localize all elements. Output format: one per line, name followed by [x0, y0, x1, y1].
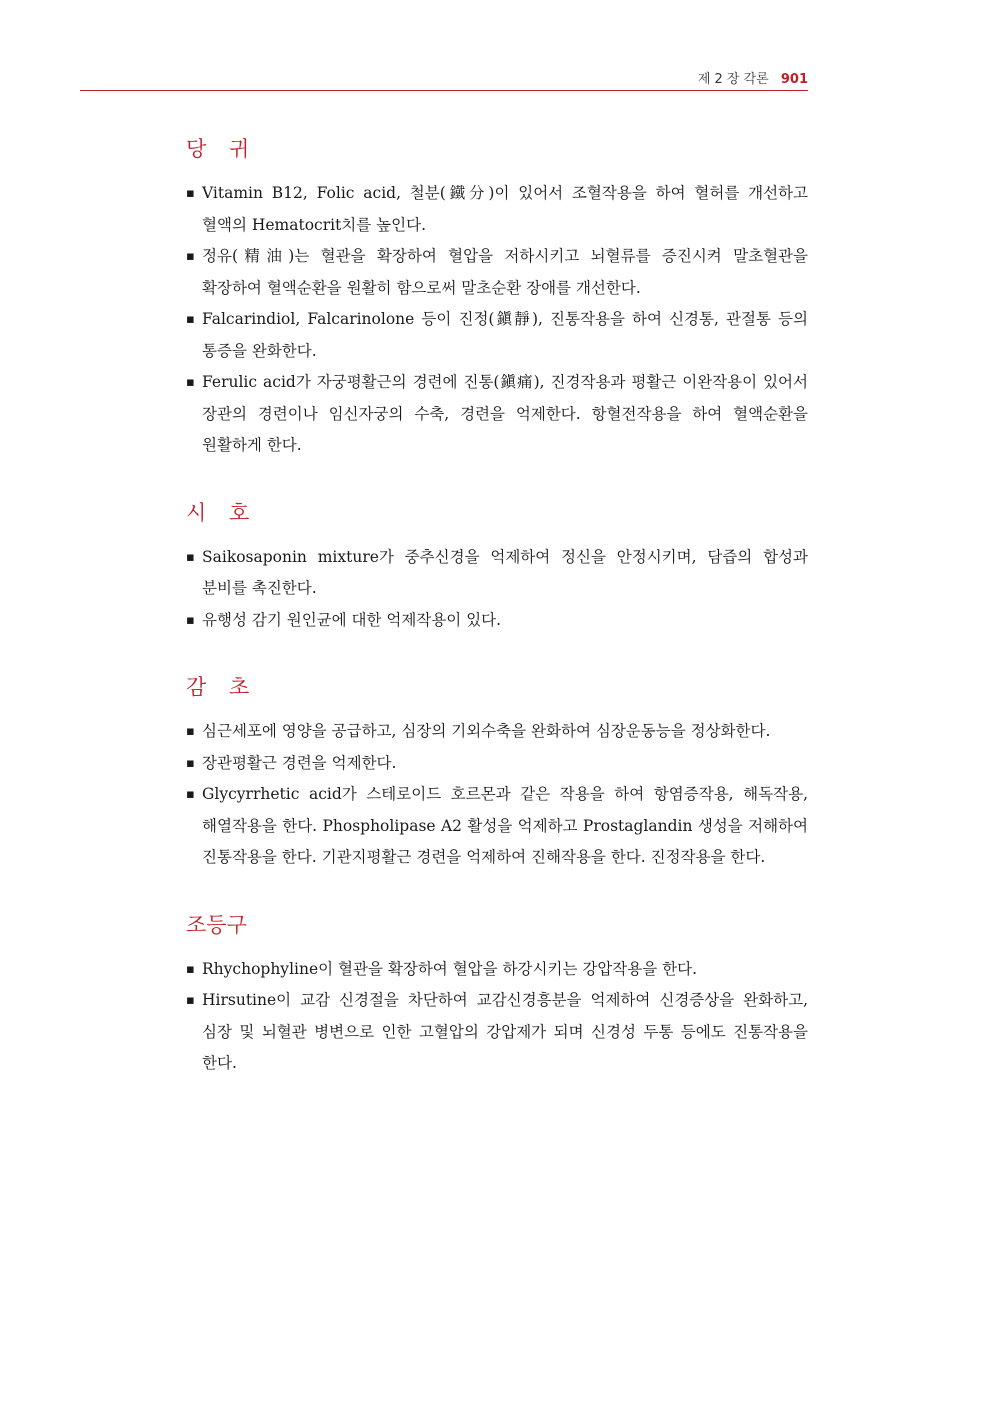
list-item [186, 542, 808, 605]
item-text: Vitamin B12, Folic acid, 철분(鐵分)이 있어서 조혈작용을 하여 혈허를 개선하고 혈액의 Hematocrit치를 높인다. [202, 184, 808, 234]
section-jodeunggu [186, 908, 808, 1080]
section-gamcho [186, 670, 808, 874]
item-text: Ferulic acid가 자궁평활근의 경련에 진통(鎭痛), 진경작용과 평활근 이완작용이 있어서 장관의 경련이나 임신자궁의 수축, 경련을 억제한다. 항혈전작용을 하여 혈액순환을 원활하게 한다. [202, 373, 808, 454]
page-header [80, 64, 808, 91]
item-text: Glycyrrhetic acid가 스테로이드 호르몬과 같은 작용을 하여 항염증작용, 해독작용, 해열작용을 한다. Phospholipase A2 활성을 억제하고 Prostaglandin 생성을 저해하여 진통작용을 한다. 기관지평활근 경련을 억제하여 진해작용을 한다. 진정작용을 한다. [202, 785, 808, 866]
list-item [186, 954, 808, 986]
bullet-icon: ▪ [186, 724, 195, 739]
chapter-label: 제 2 장 각론 [697, 72, 769, 87]
bullet-icon: ▪ [186, 249, 195, 264]
section-title: 당 귀 [186, 137, 258, 161]
item-text: Hirsutine이 교감 신경절을 차단하여 교감신경흥분을 억제하여 신경증상을 완화하고, 심장 및 뇌혈관 병변으로 인한 고혈압의 강압제가 되며 신경성 두통 등에도 진통작용을 한다. [202, 991, 808, 1072]
list-item [186, 716, 808, 748]
bullet-icon: ▪ [186, 549, 195, 565]
list-item [186, 241, 808, 304]
section-danggwi [186, 132, 808, 462]
section-title: 감 초 [186, 675, 258, 699]
running-header [698, 68, 808, 87]
list-item [186, 748, 808, 780]
bullet-icon: ▪ [186, 755, 195, 771]
item-list [186, 542, 808, 637]
bullet-icon: ▪ [186, 787, 195, 802]
bullet-icon: ▪ [186, 186, 195, 201]
item-text: 심근세포에 영양을 공급하고, 심장의 기외수축을 완화하여 심장운동능을 정상화한다. [202, 722, 771, 740]
section-title: 조등구 [186, 912, 247, 937]
bullet-icon: ▪ [186, 961, 195, 977]
bullet-icon: ▪ [186, 993, 195, 1008]
item-text: Saikosaponin mixture가 중추신경을 억제하여 정신을 안정시키며, 담즙의 합성과 분비를 촉진한다. [202, 547, 808, 597]
list-item [186, 605, 808, 637]
page-number: 901 [780, 72, 808, 87]
item-list [186, 178, 808, 462]
bullet-icon: ▪ [186, 312, 195, 327]
item-text: 장관평활근 경련을 억제한다. [202, 753, 397, 772]
item-list [186, 716, 808, 874]
list-item [186, 779, 808, 874]
item-list [186, 954, 808, 1080]
item-text: 유행성 감기 원인균에 대한 억제작용이 있다. [202, 610, 502, 629]
section-title: 시 호 [186, 500, 258, 525]
list-item [186, 985, 808, 1080]
item-text: Rhychophyline이 혈관을 확장하여 혈압을 하강시키는 강압작용을 한다. [202, 959, 698, 978]
item-text: Falcarindiol, Falcarinolone 등이 진정(鎭靜), 진통작용을 하여 신경통, 관절통 등의 통증을 완화한다. [202, 310, 808, 360]
section-siho [186, 496, 808, 637]
bullet-icon: ▪ [186, 375, 195, 390]
list-item [186, 178, 808, 241]
bullet-icon: ▪ [186, 612, 195, 628]
page-body [186, 132, 808, 1114]
list-item [186, 304, 808, 367]
list-item [186, 367, 808, 462]
item-text: 정유(精油)는 혈관을 확장하여 혈압을 저하시키고 뇌혈류를 증진시켜 말초혈관을 확장하여 혈액순환을 원활히 함으로써 말초순환 장애를 개선한다. [202, 247, 808, 297]
